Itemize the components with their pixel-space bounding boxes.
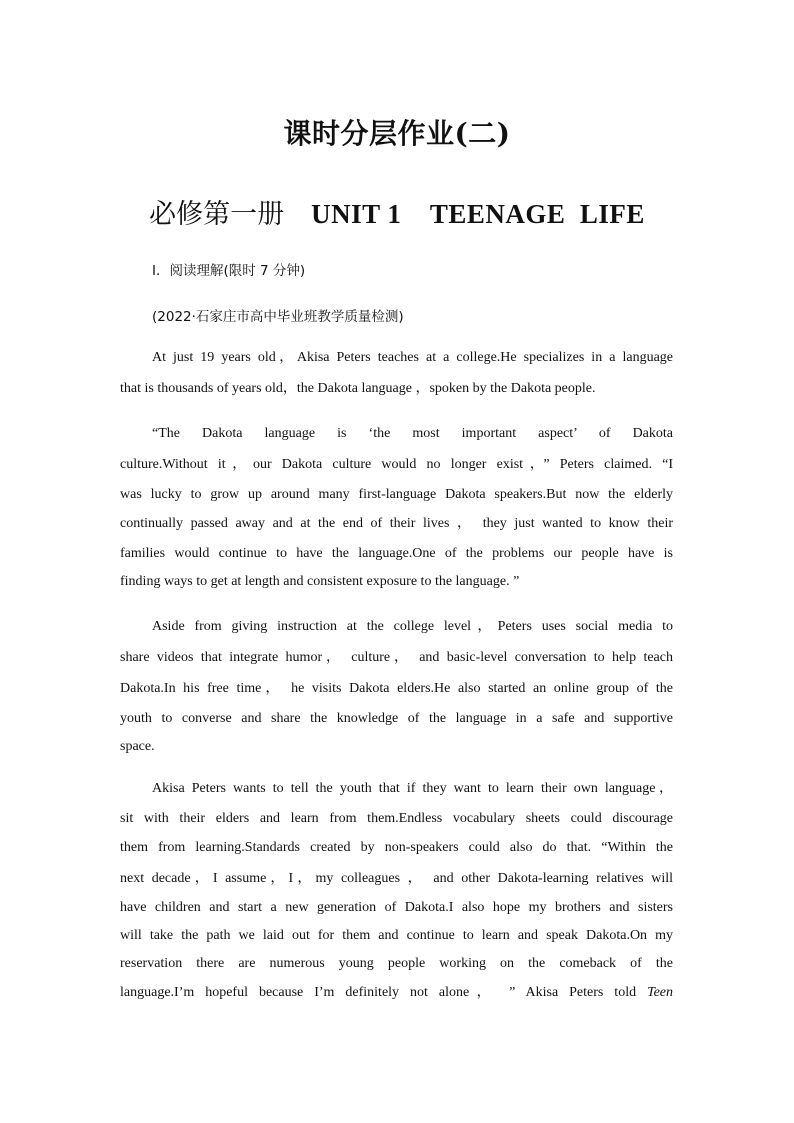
passage-source: (2022·石家庄市高中毕业班教学质量检测): [152, 309, 404, 325]
paragraph-2-line-6: finding ways to get at length and consistent exposure to the language. ”: [120, 574, 520, 589]
paragraph-2-line-4: continually passed away and at the end of their lives ， they just wanted to know their: [120, 516, 673, 531]
section-heading: Ⅰ．阅读理解(限时 7 分钟): [152, 263, 306, 279]
paragraph-4-line-6: will take the path we laid out for them and continue to learn and speak Dakota.On my: [120, 928, 673, 943]
paragraph-2-line-5: families would continue to have the language.One of the problems our people have is: [120, 546, 673, 561]
paragraph-1-line-2: that is thousands of years old，the Dakota language ，spoken by the Dakota people.: [120, 381, 596, 396]
page-title: 课时分层作业(二): [283, 117, 511, 150]
paragraph-3-line-1: Aside from giving instruction at the college level，Peters uses social media to: [152, 619, 673, 634]
paragraph-3-line-4: youth to converse and share the knowledge of the language in a safe and supportive: [120, 711, 673, 726]
paragraph-4-line-8: [120, 984, 673, 1002]
paragraph-3-line-3: Dakota.In his free time， he visits Dakota elders.He also started an online group of the: [120, 681, 673, 696]
paragraph-4-line-8-text: language.I’m hopeful because I’m definitely not alone， ” Akisa Peters told: [120, 985, 637, 1000]
paragraph-2-line-3: was lucky to grow up around many first-language Dakota speakers.But now the elderly: [120, 487, 673, 502]
subtitle-book: 必修第一册: [149, 199, 285, 230]
paragraph-4-line-3: them from learning.Standards created by non-speakers could also do that. “Within the: [120, 840, 673, 855]
magazine-name-italic: Teen: [647, 985, 673, 1000]
paragraph-2-line-2: culture.Without it，our Dakota culture would no longer exist，” Peters claimed. “I: [120, 457, 673, 472]
paragraph-3-line-5: space.: [120, 739, 155, 754]
unit-subtitle: [0, 192, 794, 231]
subtitle-unit: UNIT 1 TEENAGE LIFE: [311, 199, 645, 229]
paragraph-3-line-2: share videos that integrate humor， culture， and basic-level conversation to help teach: [120, 650, 673, 665]
paragraph-4-line-1: Akisa Peters wants to tell the youth that if they want to learn their own language，: [152, 781, 673, 796]
paragraph-1-line-1: At just 19 years old，Akisa Peters teaches at a college.He specializes in a language: [152, 350, 673, 365]
paragraph-4-line-2: sit with their elders and learn from them.Endless vocabulary sheets could discourage: [120, 811, 673, 826]
paragraph-4-line-5: have children and start a new generation of Dakota.I also hope my brothers and sisters: [120, 900, 673, 915]
paragraph-2-line-1: “The Dakota language is ‘the most important aspect’ of Dakota: [152, 426, 673, 441]
paragraph-4-line-4: next decade，I assume，I，my colleagues ， and other Dakota-learning relatives will: [120, 871, 673, 886]
paragraph-4-line-7: reservation there are numerous young people working on the comeback of the: [120, 956, 673, 971]
